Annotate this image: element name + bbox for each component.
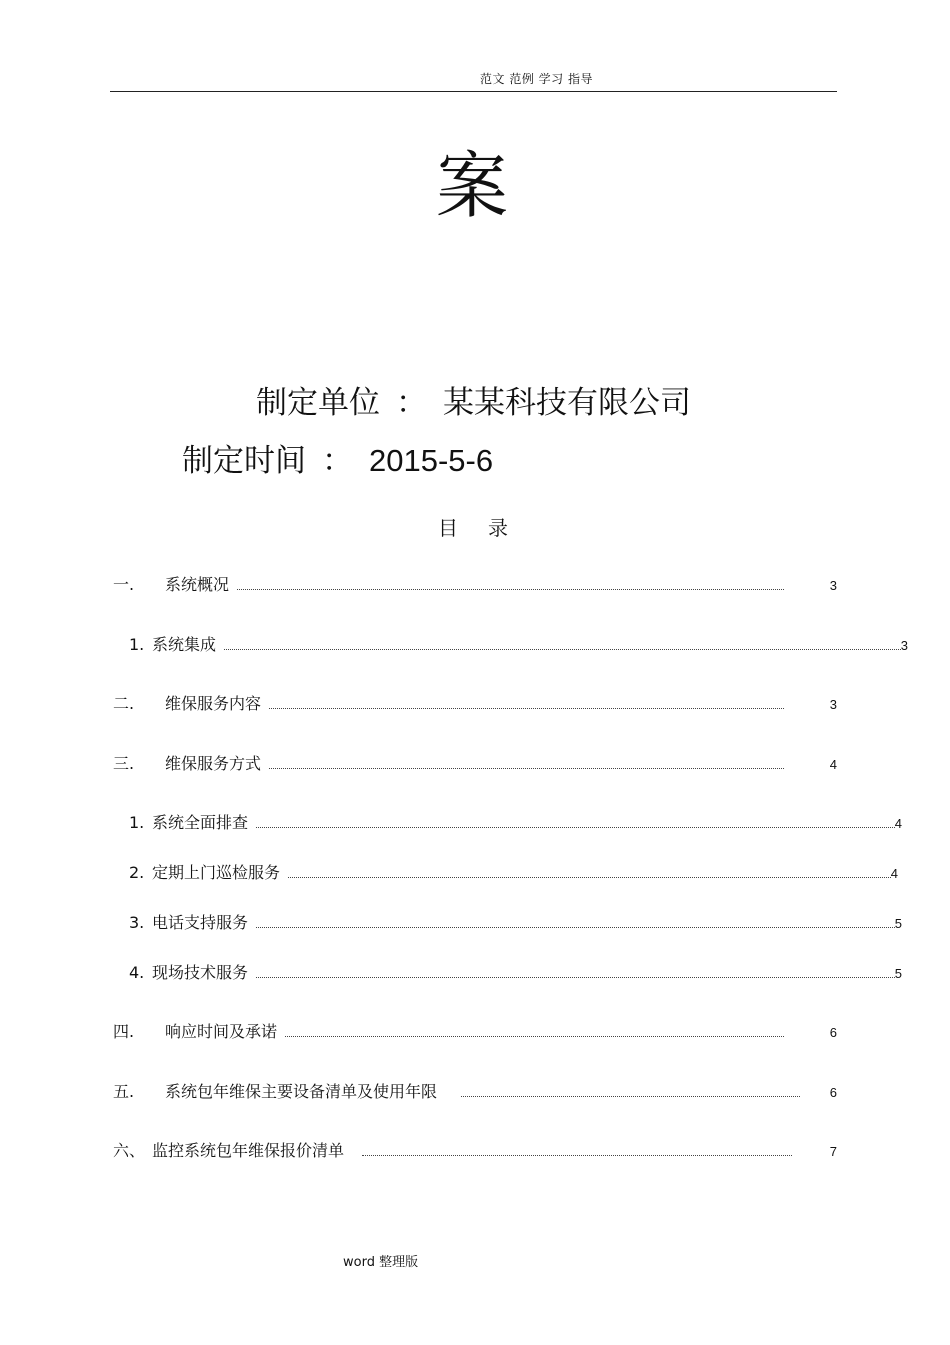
toc-leader-dots xyxy=(269,707,784,709)
toc-leader-dots xyxy=(256,826,895,828)
toc-entry-page: 3 xyxy=(829,578,837,593)
toc-entry[interactable] xyxy=(113,691,837,713)
toc-entry-label: 电话支持服务 xyxy=(152,913,249,932)
toc-leader-dots xyxy=(237,588,784,590)
toc-entry-number: 4. xyxy=(129,963,145,982)
toc-title xyxy=(438,512,508,541)
toc-entry-label: 维保服务内容 xyxy=(165,694,262,713)
toc-leader-dots xyxy=(362,1154,792,1156)
toc-entry-page: 5 xyxy=(894,916,902,931)
toc-entry-number: 一. xyxy=(113,575,135,594)
toc-entry-label: 维保服务方式 xyxy=(165,754,262,773)
toc-entry-page: 7 xyxy=(829,1144,837,1159)
toc-entry-label: 现场技术服务 xyxy=(152,963,249,982)
toc-entry-page: 5 xyxy=(894,966,902,981)
toc-entry-number: 五. xyxy=(113,1082,135,1101)
toc-entry[interactable] xyxy=(129,810,902,832)
toc-entry-number: 2. xyxy=(129,863,145,882)
toc-leader-dots xyxy=(288,876,891,878)
toc-entry-page: 6 xyxy=(829,1025,837,1040)
toc-entry-number: 二. xyxy=(113,694,135,713)
toc-entry-label: 监控系统包年维保报价清单 xyxy=(152,1141,345,1160)
toc-leader-dots xyxy=(285,1035,784,1037)
toc-leader-dots xyxy=(461,1095,800,1097)
header-divider xyxy=(110,91,837,92)
toc-entry[interactable] xyxy=(129,910,902,932)
toc-entry[interactable] xyxy=(129,632,908,654)
toc-entry-number: 四. xyxy=(113,1022,135,1041)
issuing-unit-line xyxy=(256,385,691,422)
toc-entry[interactable] xyxy=(113,1079,837,1101)
issuing-unit-value: 某某科技有限公司 xyxy=(443,385,691,421)
toc-entry-page: 4 xyxy=(894,816,902,831)
toc-entry-label: 响应时间及承诺 xyxy=(165,1022,278,1041)
toc-entry-number: 1. xyxy=(129,813,145,832)
toc-title-part: 录 xyxy=(488,516,508,540)
toc-entry[interactable] xyxy=(113,751,837,773)
toc-leader-dots xyxy=(269,767,784,769)
toc-entry-page: 4 xyxy=(890,866,898,881)
toc-leader-dots xyxy=(256,926,895,928)
toc-title-part: 目 xyxy=(438,516,458,540)
colon: ： xyxy=(322,443,353,479)
issue-date-label: 制定时间 xyxy=(182,443,306,479)
toc-entry-label: 系统包年维保主要设备清单及使用年限 xyxy=(165,1082,438,1101)
toc-entry-label: 系统集成 xyxy=(152,635,217,654)
issue-date-value: 2015-5-6 xyxy=(369,443,494,478)
page-header: 范文 范例 学习 指导 xyxy=(480,72,593,86)
document-title-char: 案 xyxy=(436,144,509,228)
toc-entry-label: 系统概况 xyxy=(165,575,230,594)
toc-entry-label: 系统全面排查 xyxy=(152,813,249,832)
toc-entry-label: 定期上门巡检服务 xyxy=(152,863,281,882)
page-footer: word 整理版 xyxy=(343,1255,419,1270)
toc-entry-number: 1. xyxy=(129,635,145,654)
toc-entry[interactable] xyxy=(113,1138,837,1160)
toc-entry-number: 3. xyxy=(129,913,145,932)
toc-entry-number: 六、 xyxy=(113,1141,146,1160)
issuing-unit-label: 制定单位 xyxy=(256,385,380,421)
colon: ： xyxy=(396,385,427,421)
toc-entry[interactable] xyxy=(129,960,902,982)
toc-entry[interactable] xyxy=(113,1019,837,1041)
toc-leader-dots xyxy=(256,976,895,978)
toc-entry-page: 4 xyxy=(829,757,837,772)
toc-leader-dots xyxy=(224,648,901,650)
toc-entry-page: 3 xyxy=(900,638,908,653)
toc-entry-number: 三. xyxy=(113,754,135,773)
toc-entry[interactable] xyxy=(113,572,837,594)
issue-date-line xyxy=(182,442,493,480)
toc-entry-page: 6 xyxy=(829,1085,837,1100)
toc-entry[interactable] xyxy=(129,860,898,882)
toc-entry-page: 3 xyxy=(829,697,837,712)
